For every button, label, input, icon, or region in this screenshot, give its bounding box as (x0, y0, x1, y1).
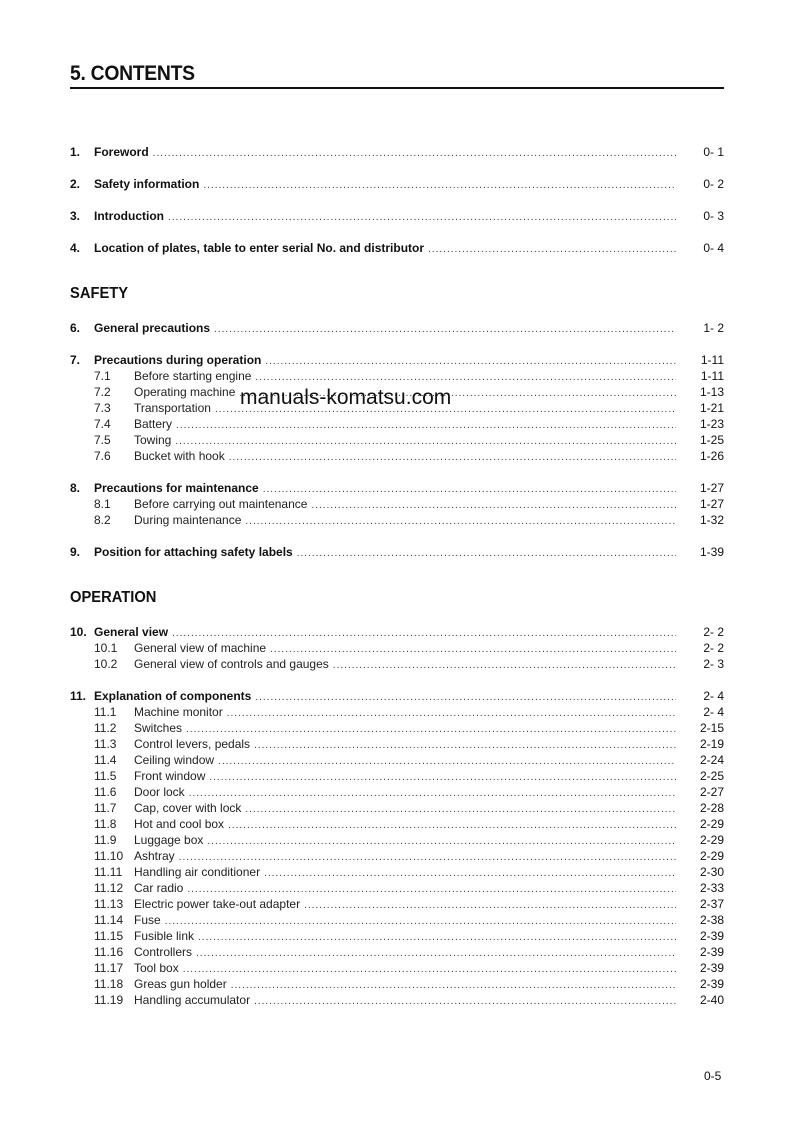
entry-page: 2-39 (699, 945, 724, 959)
entry-page: 2-30 (699, 865, 724, 879)
entry-number: 11.7 (94, 801, 117, 815)
entry-page: 1-26 (699, 449, 724, 463)
entry-number: 11.8 (94, 817, 117, 831)
toc-subentry-11-16[interactable] (70, 944, 724, 960)
entry-label: Switches (134, 721, 183, 735)
entry-label: Hot and cool box (134, 817, 225, 831)
entry-number: 7.5 (94, 433, 111, 447)
toc-entry-safety-information[interactable] (70, 176, 724, 192)
entry-label: During maintenance (134, 513, 242, 527)
leader-dots (245, 514, 676, 530)
entry-number: 11. (70, 689, 87, 703)
entry-page: 1-11 (700, 353, 724, 367)
entry-label: Foreword (94, 145, 149, 159)
entry-number: 11.19 (94, 993, 124, 1007)
entry-page: 1- 2 (703, 321, 724, 335)
entry-number: 11.3 (94, 737, 117, 751)
leader-dots (333, 658, 676, 674)
entry-page: 2-19 (699, 737, 724, 751)
toc-subentry-7-4[interactable] (70, 416, 724, 432)
entry-label: Ceiling window (134, 753, 215, 767)
entry-label: Luggage box (134, 833, 204, 847)
entry-label: Control levers, pedals (134, 737, 251, 751)
toc-subentry-11-1[interactable] (70, 704, 724, 720)
entry-number: 4. (70, 241, 81, 255)
toc-subentry-7-6[interactable] (70, 448, 724, 464)
toc-subentry-11-5[interactable] (70, 768, 724, 784)
entry-page: 1-32 (699, 513, 724, 527)
entry-label: Handling air conditioner (134, 865, 261, 879)
section-heading-safety: SAFETY (70, 285, 129, 302)
entry-label: Precautions during operation (94, 353, 262, 367)
entry-number: 11.1 (94, 705, 117, 719)
entry-number: 7.4 (94, 417, 111, 431)
entry-label: Battery (134, 417, 173, 431)
entry-label: Safety information (94, 177, 200, 191)
toc-subentry-8-2[interactable] (70, 512, 724, 528)
entry-label: Before starting engine (134, 369, 252, 383)
entry-page: 2- 3 (703, 657, 724, 671)
toc-subentry-11-14[interactable] (70, 912, 724, 928)
entry-number: 11.13 (94, 897, 124, 911)
entry-number: 11.9 (94, 833, 117, 847)
page-number: 0-5 (704, 1069, 722, 1083)
entry-page: 2- 2 (703, 641, 724, 655)
entry-label: Location of plates, table to enter serial No. and distributor (94, 241, 425, 255)
entry-number: 9. (70, 545, 81, 559)
entry-number: 7.2 (94, 385, 111, 399)
entry-number: 8.1 (94, 497, 111, 511)
toc-subentry-10-2[interactable] (70, 656, 724, 672)
toc-subentry-11-4[interactable] (70, 752, 724, 768)
toc-subentry-11-17[interactable] (70, 960, 724, 976)
entry-label: Controllers (134, 945, 193, 959)
entry-label: General view of controls and gauges (134, 657, 329, 671)
entry-label: General precautions (94, 321, 211, 335)
entry-label: Cap, cover with lock (134, 801, 242, 815)
entry-page: 2-27 (699, 785, 724, 799)
toc-entry-safety-labels[interactable] (70, 544, 724, 560)
entry-label: Ashtray (134, 849, 175, 863)
entry-page: 2- 4 (703, 705, 724, 719)
toc-entry-general-view[interactable] (70, 624, 724, 640)
entry-label: General view (94, 625, 169, 639)
entry-label: Fusible link (134, 929, 195, 943)
entry-label: Towing (134, 433, 172, 447)
toc-entry-general-precautions[interactable] (70, 320, 724, 336)
entry-label: Introduction (94, 209, 164, 223)
entry-page: 0- 3 (703, 209, 724, 223)
entry-label: Bucket with hook (134, 449, 225, 463)
toc-subentry-11-9[interactable] (70, 832, 724, 848)
entry-number: 11.18 (94, 977, 124, 991)
entry-page: 2-29 (699, 817, 724, 831)
entry-label: Tool box (134, 961, 179, 975)
entry-label: Electric power take-out adapter (134, 897, 301, 911)
toc-subentry-11-10[interactable] (70, 848, 724, 864)
entry-number: 10.2 (94, 657, 118, 671)
entry-number: 11.15 (94, 929, 124, 943)
entry-page: 2-33 (699, 881, 724, 895)
entry-number: 11.12 (94, 881, 124, 895)
toc-subentry-11-12[interactable] (70, 880, 724, 896)
entry-page: 2-25 (699, 769, 724, 783)
entry-label: Fuse (134, 913, 161, 927)
entry-number: 11.5 (94, 769, 117, 783)
toc-subentry-11-15[interactable] (70, 928, 724, 944)
entry-number: 7.1 (94, 369, 111, 383)
title-underline (70, 87, 724, 89)
entry-number: 7.3 (94, 401, 111, 415)
entry-label: Front window (134, 769, 206, 783)
leader-dots (214, 322, 676, 338)
entry-label: Position for attaching safety labels (94, 545, 293, 559)
entry-number: 10. (70, 625, 87, 639)
entry-number: 7.6 (94, 449, 111, 463)
toc-subentry-8-1[interactable] (70, 496, 724, 512)
toc-subentry-11-8[interactable] (70, 816, 724, 832)
entry-page: 1-13 (699, 385, 724, 399)
entry-page: 1-11 (700, 369, 724, 383)
entry-page: 1-21 (699, 401, 724, 415)
entry-number: 2. (70, 177, 81, 191)
entry-number: 11.17 (94, 961, 124, 975)
entry-number: 8.2 (94, 513, 111, 527)
entry-page: 2-40 (699, 993, 724, 1007)
entry-label: Car radio (134, 881, 184, 895)
entry-number: 6. (70, 321, 81, 335)
entry-label: Transportation (134, 401, 211, 415)
entry-number: 11.10 (94, 849, 124, 863)
entry-page: 2-39 (699, 977, 724, 991)
entry-number: 11.4 (94, 753, 117, 767)
toc-subentry-11-19[interactable] (70, 992, 724, 1008)
entry-label: Door lock (134, 785, 185, 799)
entry-page: 1-27 (699, 481, 724, 495)
entry-number: 11.16 (94, 945, 124, 959)
entry-page: 0- 4 (703, 241, 724, 255)
leader-dots (153, 146, 676, 162)
entry-number: 3. (70, 209, 81, 223)
entry-page: 0- 1 (703, 145, 724, 159)
entry-label: Handling accumulator (134, 993, 251, 1007)
entry-label: Operating machine (134, 385, 236, 399)
entry-label: Precautions for maintenance (94, 481, 259, 495)
page-title: 5. CONTENTS (70, 62, 195, 85)
entry-number: 1. (70, 145, 81, 159)
leader-dots (203, 178, 676, 194)
leader-dots (168, 210, 676, 226)
leader-dots (428, 242, 676, 258)
entry-page: 2-37 (699, 897, 724, 911)
toc-entry-explanation-of-components[interactable] (70, 688, 724, 704)
toc-entry-precautions-during-operation[interactable] (70, 352, 724, 368)
leader-dots (229, 450, 676, 466)
toc-subentry-10-1[interactable] (70, 640, 724, 656)
entry-page: 2-24 (699, 753, 724, 767)
entry-label: Machine monitor (134, 705, 223, 719)
entry-number: 7. (70, 353, 81, 367)
toc-entry-location-of-plates[interactable] (70, 240, 724, 256)
toc-subentry-11-2[interactable] (70, 720, 724, 736)
entry-page: 1-25 (699, 433, 724, 447)
entry-number: 11.2 (94, 721, 117, 735)
toc-subentry-11-11[interactable] (70, 864, 724, 880)
entry-page: 1-27 (699, 497, 724, 511)
toc-subentry-11-6[interactable] (70, 784, 724, 800)
entry-label: Before carrying out maintenance (134, 497, 308, 511)
entry-page: 1-39 (699, 545, 724, 559)
entry-number: 10.1 (94, 641, 118, 655)
toc-subentry-11-3[interactable] (70, 736, 724, 752)
entry-page: 2-15 (699, 721, 724, 735)
toc-entry-foreword[interactable] (70, 144, 724, 160)
entry-page: 2-39 (699, 929, 724, 943)
entry-number: 8. (70, 481, 81, 495)
entry-page: 0- 2 (703, 177, 724, 191)
entry-page: 2-28 (699, 801, 724, 815)
entry-page: 2-38 (699, 913, 724, 927)
watermark: manuals-komatsu.com (240, 386, 452, 409)
toc-subentry-7-5[interactable] (70, 432, 724, 448)
section-heading-operation: OPERATION (70, 589, 157, 606)
toc-subentry-11-18[interactable] (70, 976, 724, 992)
leader-dots (254, 994, 676, 1010)
toc-subentry-7-1[interactable] (70, 368, 724, 384)
toc-subentry-11-7[interactable] (70, 800, 724, 816)
entry-page: 2-29 (699, 833, 724, 847)
entry-page: 2- 2 (703, 625, 724, 639)
entry-number: 11.14 (94, 913, 124, 927)
leader-dots (297, 546, 676, 562)
entry-label: Explanation of components (94, 689, 252, 703)
entry-page: 2-39 (699, 961, 724, 975)
entry-page: 2-29 (699, 849, 724, 863)
entry-label: General view of machine (134, 641, 267, 655)
entry-page: 1-23 (699, 417, 724, 431)
entry-page: 2- 4 (703, 689, 724, 703)
entry-number: 11.6 (94, 785, 117, 799)
toc-entry-precautions-for-maintenance[interactable] (70, 480, 724, 496)
toc-entry-introduction[interactable] (70, 208, 724, 224)
entry-number: 11.11 (94, 865, 123, 879)
entry-label: Greas gun holder (134, 977, 227, 991)
toc-subentry-11-13[interactable] (70, 896, 724, 912)
